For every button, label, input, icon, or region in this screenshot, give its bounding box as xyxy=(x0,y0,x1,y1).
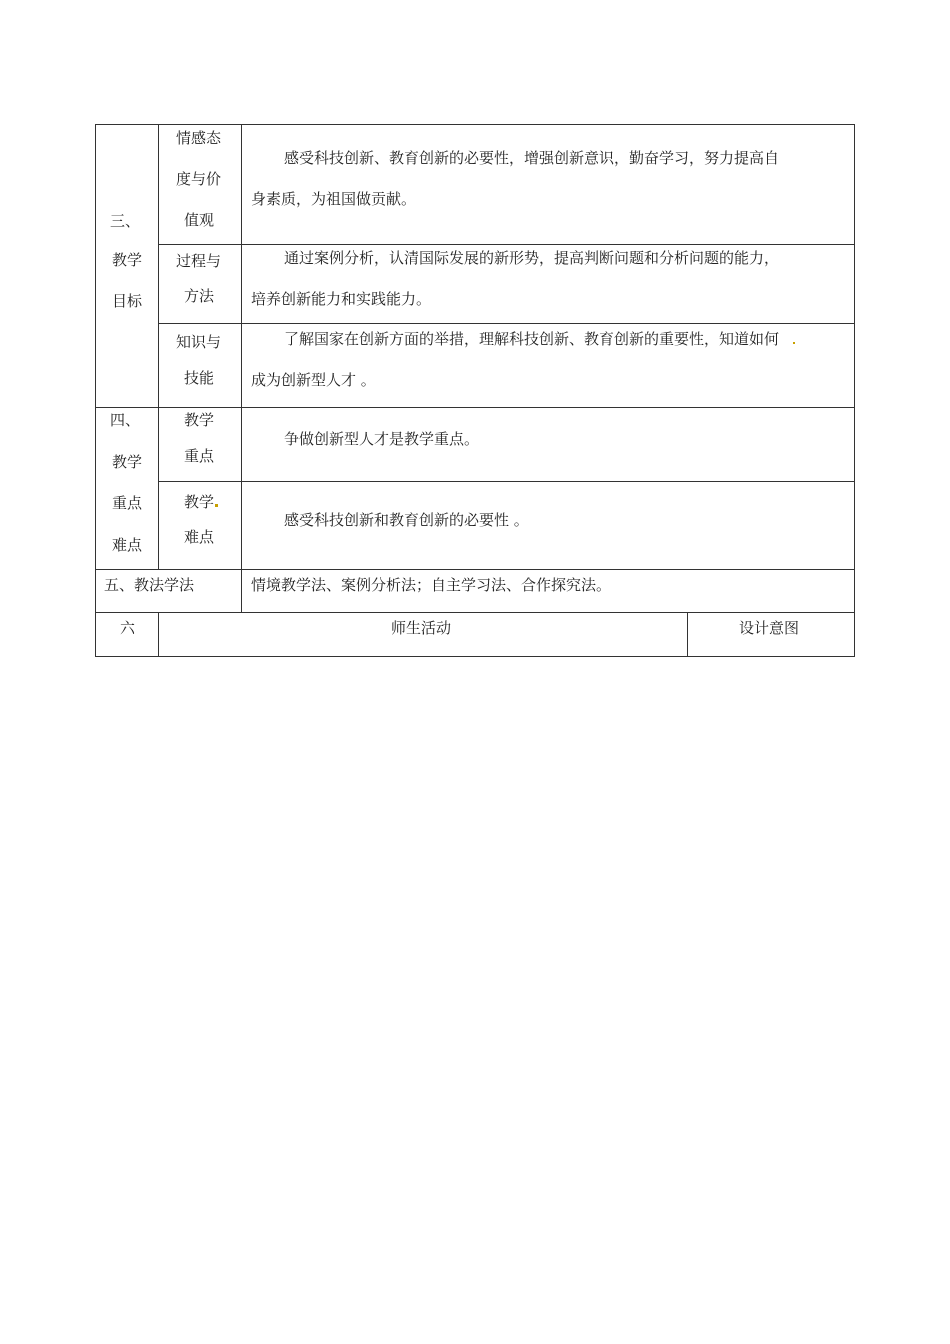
row-content: 通过案例分析，认清国际发展的新形势，提高判断问题和分析问题的能力， xyxy=(284,249,780,267)
column-divider xyxy=(241,124,242,613)
section-4-label: 难点 xyxy=(112,536,143,554)
section-5-label: 五、教法学法 xyxy=(104,576,195,594)
section-4-label: 教学 xyxy=(112,453,143,471)
row-label: 教学 xyxy=(184,493,215,511)
row-label: 情感态 xyxy=(176,129,222,147)
row-divider xyxy=(95,407,855,408)
section-6-label: 六 xyxy=(120,619,136,637)
section-5-content: 情境教学法、案例分析法；自主学习法、合作探究法。 xyxy=(251,576,612,594)
ink-mark xyxy=(793,342,795,344)
row-label: 方法 xyxy=(184,287,215,305)
row-label: 度与价 xyxy=(176,170,222,188)
row-content: 身素质，为祖国做贡献。 xyxy=(251,190,417,208)
column-divider xyxy=(158,612,159,657)
column-divider xyxy=(687,612,688,657)
activity-header: 师生活动 xyxy=(391,619,452,637)
ink-mark xyxy=(215,504,218,507)
table-border-left xyxy=(95,124,96,657)
table-border-bottom xyxy=(95,656,855,657)
row-label: 值观 xyxy=(184,211,215,229)
section-4-label: 重点 xyxy=(112,494,143,512)
row-label: 过程与 xyxy=(176,252,222,270)
row-content: 成为创新型人才 。 xyxy=(251,371,376,389)
row-label: 技能 xyxy=(184,369,215,387)
row-content: 培养创新能力和实践能力。 xyxy=(251,290,432,308)
table-border-top xyxy=(95,124,855,125)
row-label: 难点 xyxy=(184,528,215,546)
row-divider xyxy=(95,612,855,613)
section-3-label: 目标 xyxy=(112,292,143,310)
section-4-label: 四、 xyxy=(110,411,141,429)
intent-header: 设计意图 xyxy=(739,619,800,637)
section-3-label: 三、 xyxy=(110,212,141,230)
row-label: 知识与 xyxy=(176,333,222,351)
row-content: 争做创新型人才是教学重点。 xyxy=(284,430,480,448)
row-content: 了解国家在创新方面的举措，理解科技创新、教育创新的重要性，知道如何 xyxy=(284,330,780,348)
row-label: 重点 xyxy=(184,447,215,465)
row-divider xyxy=(158,323,855,324)
row-content: 感受科技创新和教育创新的必要性 。 xyxy=(284,511,529,529)
row-divider xyxy=(95,569,855,570)
row-label: 教学 xyxy=(184,411,215,429)
section-3-label: 教学 xyxy=(112,251,143,269)
row-content: 感受科技创新、教育创新的必要性，增强创新意识，勤奋学习，努力提高自 xyxy=(284,149,780,167)
row-divider xyxy=(158,244,855,245)
table-border-right xyxy=(854,124,855,657)
column-divider xyxy=(158,124,159,570)
row-divider xyxy=(158,481,855,482)
